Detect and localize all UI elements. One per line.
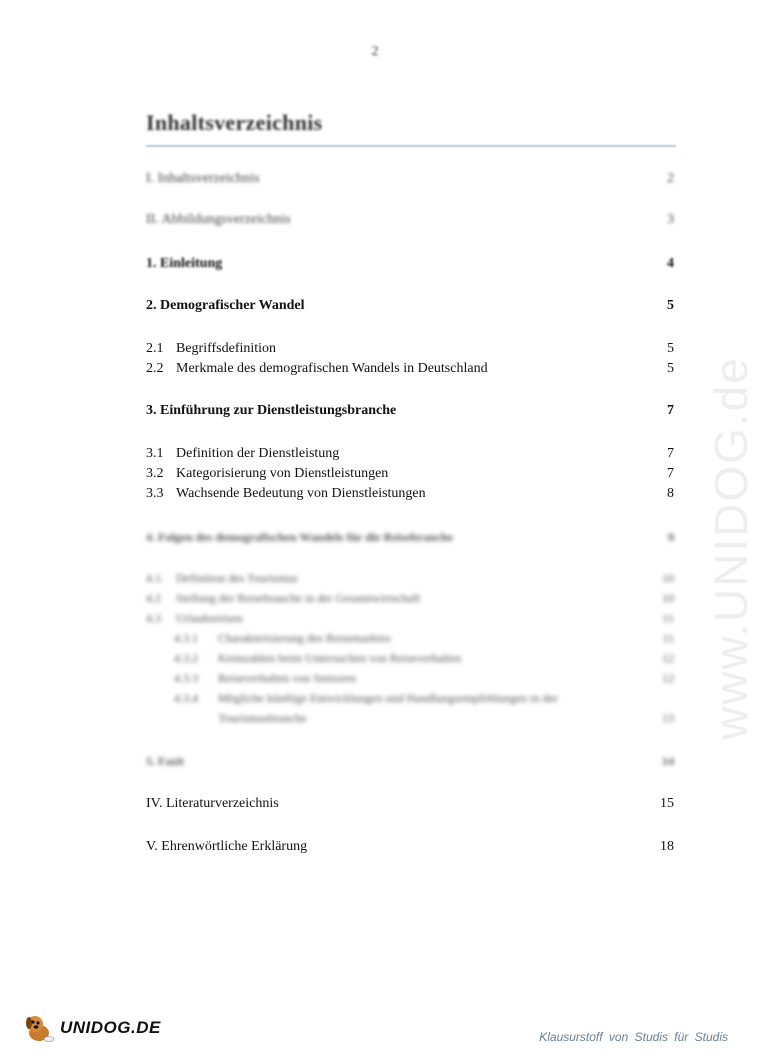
toc-entry-label: 5. Fazit [146, 754, 184, 768]
toc-entry-label: Kennzahlen beim Untersuchen von Reiseverhalten [218, 651, 462, 665]
toc-entry[interactable] [146, 486, 674, 502]
toc-entry[interactable] [146, 591, 674, 606]
toc-entry-number: 4.3.3 [174, 671, 198, 685]
toc-entry-number: 3.2 [146, 466, 164, 481]
footer-tagline: Klausurstoff von Studis für Studis [539, 1030, 728, 1044]
toc-entry[interactable] [146, 212, 674, 228]
footer-logo[interactable] [22, 1012, 161, 1044]
toc-entry-page: 15 [660, 796, 674, 811]
toc-entry-page: 8 [667, 486, 674, 501]
toc-entry-label: 1. Einleitung [146, 256, 223, 271]
dog-mascot-icon [22, 1012, 58, 1044]
toc-entry-chapter-4[interactable] [146, 530, 674, 545]
title-underline [146, 145, 676, 147]
toc-entry-page: 7 [667, 446, 674, 461]
toc-entry-number: 2.1 [146, 341, 164, 356]
toc-entry[interactable] [146, 611, 674, 626]
toc-entry-page: 18 [660, 839, 674, 854]
toc-entry-page: 10 [662, 571, 674, 585]
toc-entry-label: IV. Literaturverzeichnis [146, 796, 279, 811]
toc-entry-number: 4.3.2 [174, 651, 198, 665]
toc-entry-label: Kategorisierung von Dienstleistungen [176, 466, 389, 481]
toc-entry-label: Definition des Tourismus [176, 571, 298, 585]
toc-entry-label: Stellung der Reisebranche in der Gesamtwirtschaft [176, 591, 421, 605]
toc-title: Inhaltsverzeichnis [146, 110, 323, 135]
toc-entry-number: 4.2 [146, 591, 161, 605]
toc-entry-page: 7 [667, 466, 674, 481]
toc-entry-page: 10 [662, 591, 674, 605]
toc-entry-declaration[interactable] [146, 839, 674, 855]
toc-entry-page: 5 [667, 341, 674, 356]
toc-entry-page: 14 [662, 754, 674, 768]
toc-entry-page: 11 [662, 611, 674, 625]
toc-entry-label: Begriffsdefinition [176, 341, 277, 356]
toc-entry-label: Urlaubsreisen [176, 611, 243, 625]
toc-entry-number: 3.3 [146, 486, 164, 501]
toc-entry-number: 4.3 [146, 611, 161, 625]
toc-entry[interactable] [146, 341, 674, 357]
toc-entry-bibliography[interactable] [146, 796, 674, 812]
toc-entry-chapter-5[interactable] [146, 754, 674, 769]
toc-entry-page: 4 [667, 256, 674, 271]
toc-entry[interactable] [174, 651, 674, 666]
toc-entry-label: Tourismusbranche [218, 711, 307, 725]
toc-entry-label: 4. Folgen des demografischen Wandels für die Reisebranche [146, 530, 453, 544]
toc-entry-label: V. Ehrenwörtliche Erklärung [146, 839, 308, 854]
logo-text: UNIDOG.DE [60, 1018, 161, 1037]
toc-entry-page: 3 [667, 212, 674, 227]
toc-entry-page: 5 [667, 298, 674, 313]
toc-entry-page: 12 [662, 671, 674, 685]
toc-entry[interactable] [146, 361, 674, 377]
toc-entry-page: 5 [667, 361, 674, 376]
toc-entry-continuation[interactable] [174, 711, 674, 726]
toc-entry-page: 12 [662, 651, 674, 665]
toc-entry-number: 4.3.4 [174, 691, 198, 705]
toc-entry-number: 4.3.1 [174, 631, 198, 645]
toc-entry-label: Definition der Dienstleistung [176, 446, 340, 461]
toc-entry-number: 3.1 [146, 446, 164, 461]
toc-entry-page: 7 [667, 403, 674, 418]
toc-entry-label: Charakterisierung des Reisemarktes [218, 631, 391, 645]
toc-entry[interactable] [146, 446, 674, 462]
watermark: www.UNIDOG.de [705, 356, 757, 740]
toc-entry-label: Reiseverhalten von Senioren [218, 671, 356, 685]
toc-entry[interactable] [146, 171, 674, 187]
toc-entry-chapter-3[interactable] [146, 403, 674, 419]
toc-entry-page: 13 [662, 711, 674, 725]
toc-entry-label: 3. Einführung zur Dienstleistungsbranche [146, 403, 397, 418]
toc-entry-page: 9 [668, 530, 674, 544]
toc-entry-page: 11 [662, 631, 674, 645]
toc-entry[interactable] [146, 466, 674, 482]
toc-entry-page: 2 [667, 171, 674, 186]
toc-entry-label: II. Abbildungsverzeichnis [146, 212, 291, 227]
toc-entry[interactable] [146, 256, 674, 272]
toc-entry-label: Merkmale des demografischen Wandels in Deutschland [176, 361, 488, 376]
toc-entry-label: Wachsende Bedeutung von Dienstleistungen [176, 486, 426, 501]
toc-entry-label: I. Inhaltsverzeichnis [146, 171, 260, 186]
toc-entry[interactable] [174, 691, 674, 706]
toc-entry-chapter-2[interactable] [146, 298, 674, 314]
toc-entry-number: 2.2 [146, 361, 164, 376]
toc-entry-number: 4.1. [146, 571, 164, 585]
toc-entry-label: Mögliche künftige Entwicklungen und Handlungsempfehlungen in der [218, 691, 558, 705]
toc-entry[interactable] [174, 631, 674, 646]
toc-entry-label: 2. Demografischer Wandel [146, 298, 305, 313]
toc-entry[interactable] [174, 671, 674, 686]
toc-entry[interactable] [146, 571, 674, 586]
page-number: 2 [371, 44, 379, 59]
